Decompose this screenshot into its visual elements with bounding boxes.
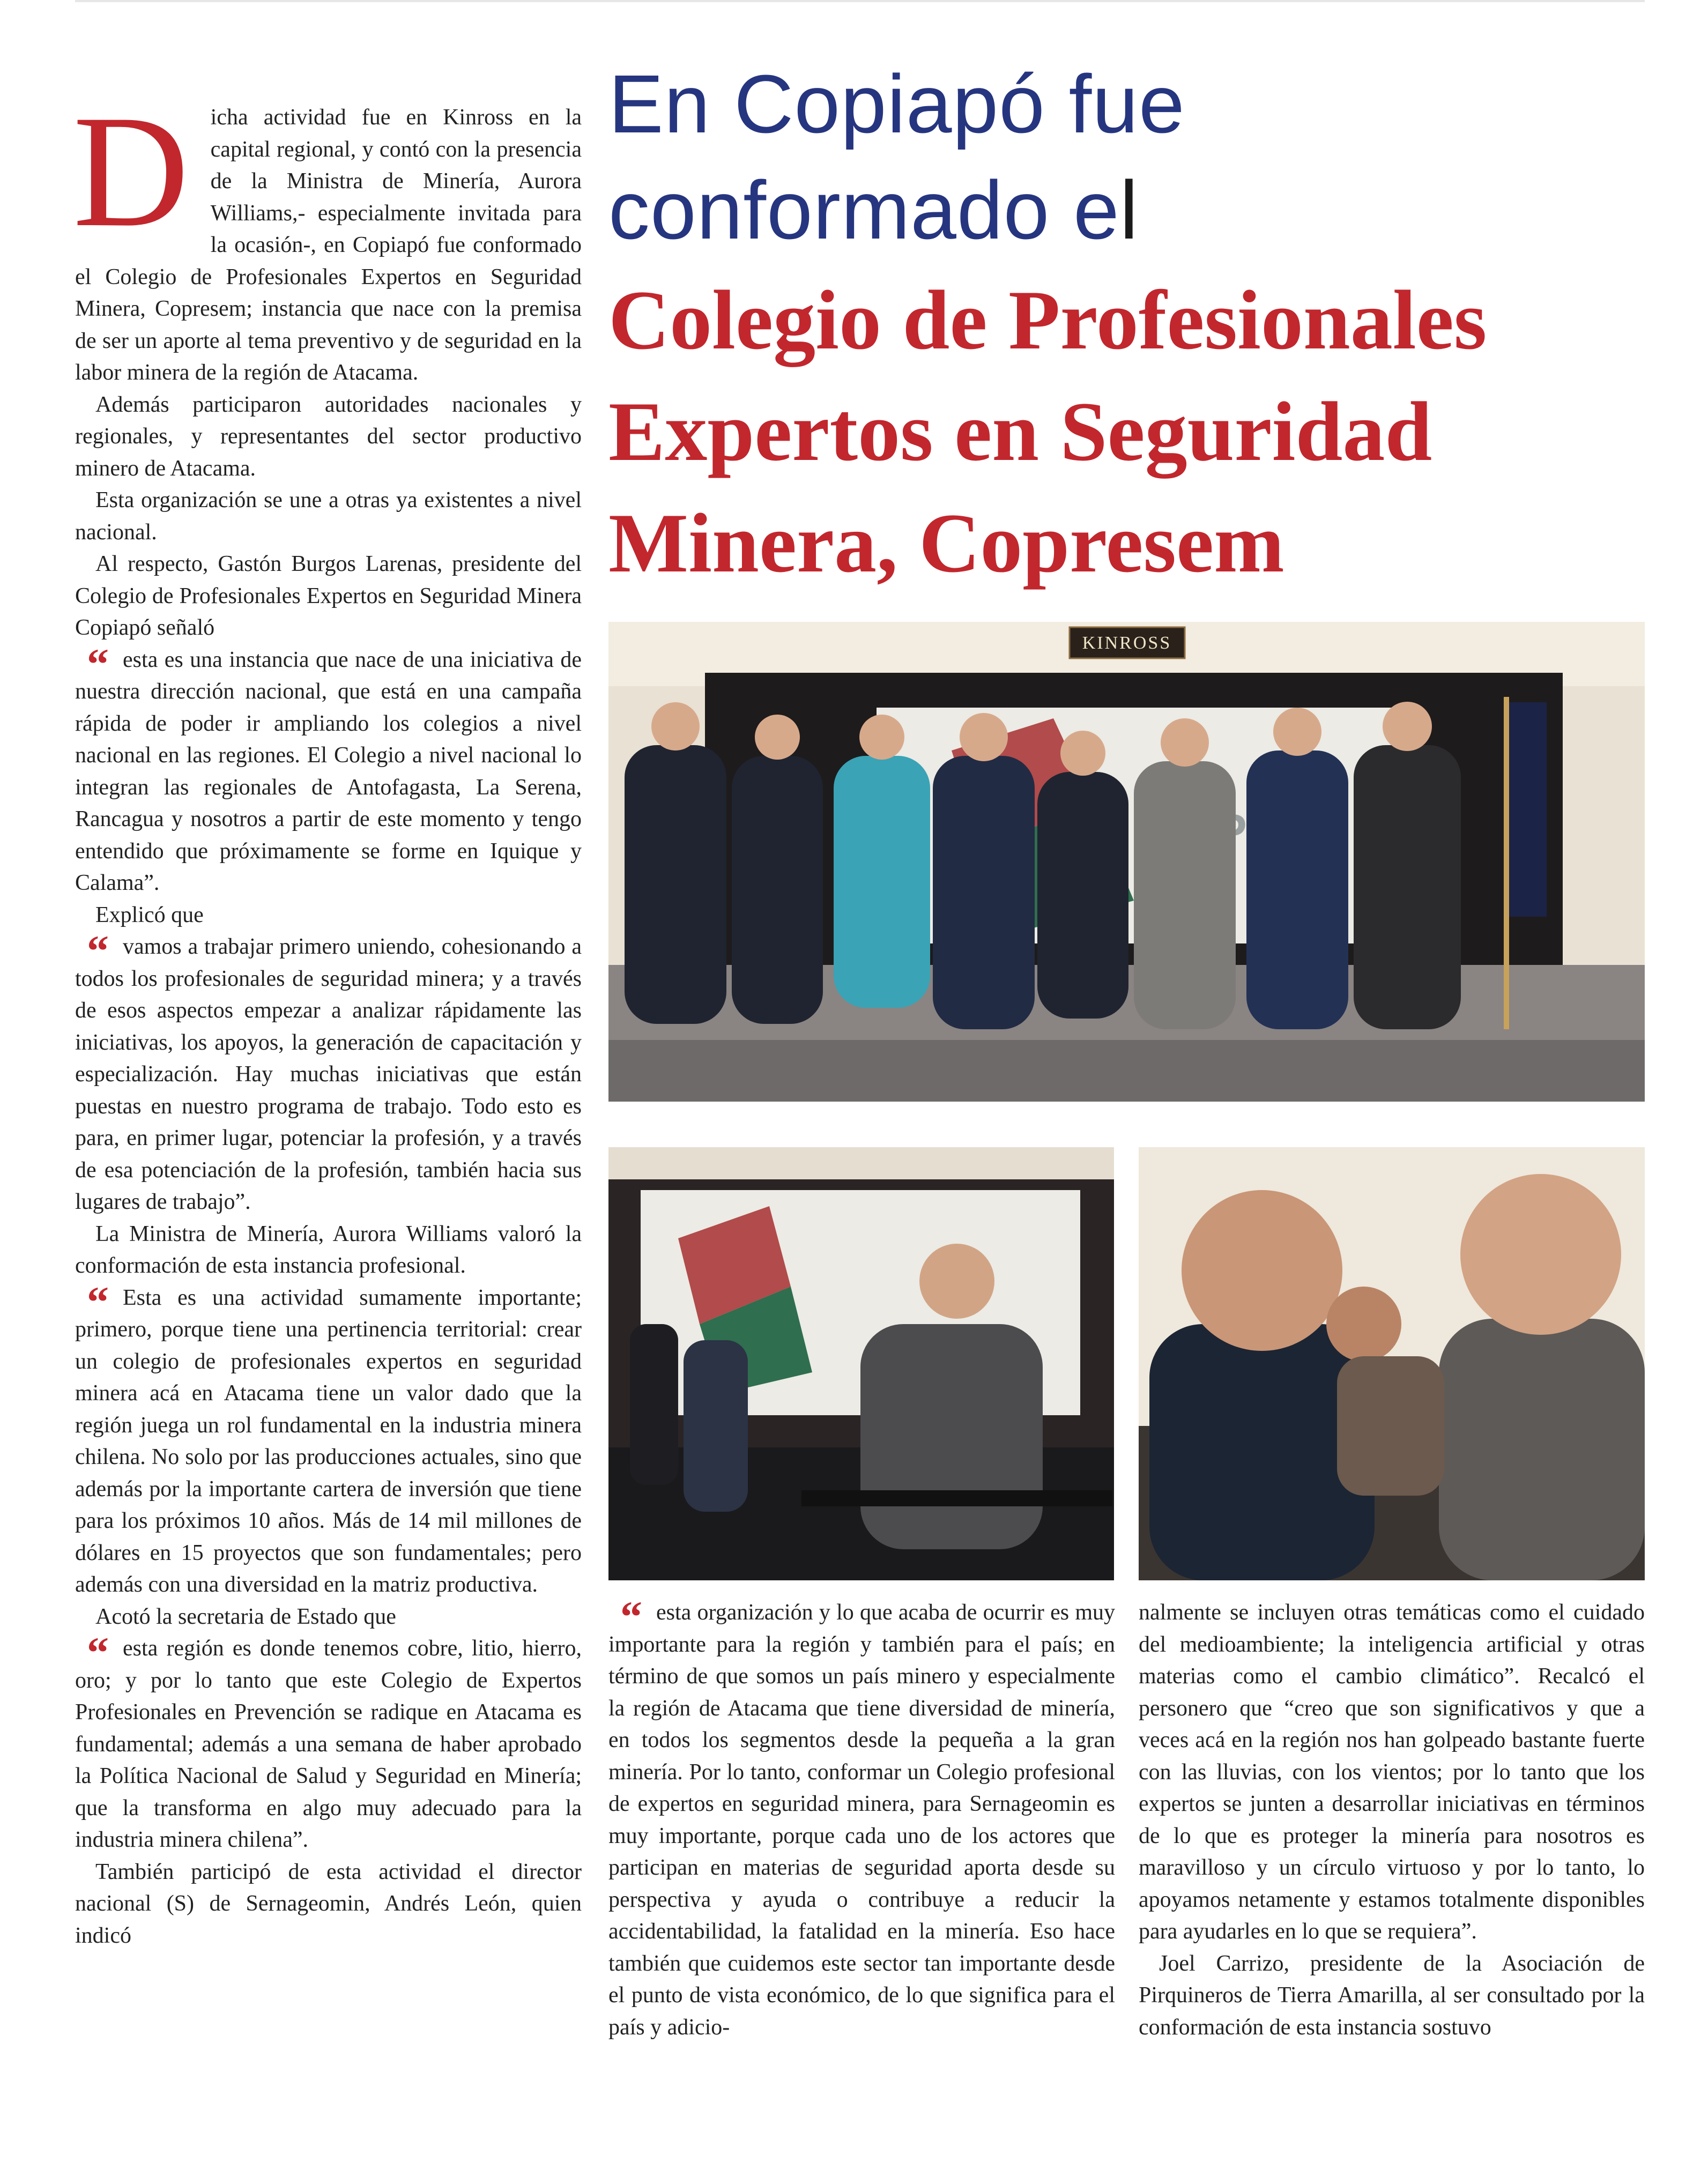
headline-line-2-dark: l (1119, 164, 1139, 256)
drop-cap: D (73, 82, 189, 260)
quote-paragraph (75, 1628, 582, 1856)
headline-line-4: Expertos en Seguridad (608, 385, 1432, 479)
quote-text: esta organización y lo que acaba de ocurrir es muy importante para la región y también para el país; en término de que somos un país minero y especialmente la región de Atacama que tiene diversidad de minería, en todos los segmentos desde la pequeña a la gran minería. Por lo tanto, conformar un Colegio profesional de expertos en seguridad minera, para Sernageomin es muy importante, porque cada uno de los actores que participan en materias de seguridad aporta desde su perspectiva y ayuda o contribuye a reducir la accidentabilidad, la fatalidad en la minería. Eso hace también que cuidemos este sector tan importante desde el punto de vista económico, de lo que significa para el país y adicio- (608, 1600, 1115, 2040)
quote-paragraph (608, 1592, 1115, 2043)
kinross-sign: KINROSS (1082, 633, 1172, 653)
paragraph: nalmente se incluyen otras temáticas como el cuidado del medioambiente; la inteligencia artificial y otras materias como el cambio climático”. Recalcó el personero que “creo que son significativos y que a veces acá en la región nos han golpeado bastante fuerte con las lluvias, con los vientos; por lo tanto que los expertos se junten a desarrollar iniciativas en términos de lo que es proteger la minería para nosotros es maravilloso y un círculo virtuoso y por lo tanto, lo apoyamos netamente y estamos totalmente disponibles para ayudarles en lo que se requiera”. (1139, 1600, 1645, 1944)
top-rule (75, 0, 1645, 2)
paragraph: Explicó que (95, 902, 204, 927)
lead-text: icha actividad fue en Kinross en la capital regional, y contó con la presencia de la Ministra de Minería, Aurora Williams,- especialmente invitada para la ocasión-, en Copiapó fue conformado el Colegio de Profesionales Expertos en Seguridad Minera, Copresem; instancia que nace con la premisa de ser un aporte al tema preventivo y de seguridad en la labor minera de la región de Atacama. (75, 105, 582, 385)
paragraph: Joel Carrizo, presidente de la Asociación de Pirquineros de Tierra Amarilla, al ser consultado por la conformación de esta instancia sostuvo (1139, 1951, 1645, 2040)
quote-text: vamos a trabajar primero uniendo, cohesionando a todos los profesionales de seguridad minera; y a través de esos aspectos empezar a analizar rápidamente las iniciativas, los apoyos, la generación de capacitación y especialización. Hay muchas iniciativas que están puestas en nuestro programa de trabajo. Todo esto es para, en primer lugar, potenciar la profesión, y a través de esa potenciación de la profesión, también hacia sus lugares de trabajo”. (75, 934, 582, 1214)
headline-line-3: Colegio de Profesionales (608, 273, 1487, 367)
quote-text: esta es una instancia que nace de una iniciativa de nuestra dirección nacional, que está en una campaña rápida de poder ir ampliando los colegios a nivel nacional en las regiones. El Colegio a nivel nacional lo integran las regionales de Antofagasta, La Serena, Rancagua y nosotros a partir de este momento y tengo entendido que próximamente se forme en Iquique y Calama”. (75, 647, 582, 895)
quote-mark-icon: “ (87, 926, 109, 975)
quote-text: Esta es una actividad sumamente importante; primero, porque tiene una pertinencia territorial: crear un colegio de profesionales expertos en seguridad minera acá en Atacama tiene un valor dado que la región juega un rol fundamental en la industria minera chilena. No solo por las producciones actuales, sino que además por la importante cartera de inversión que tiene para los próximos 10 años. Más de 14 mil millones de dólares en 15 proyectos que son fundamentales; pero además con una diversidad en la matriz productiva. (75, 1285, 582, 1597)
paragraph: Acotó la secretaria de Estado que (95, 1604, 396, 1629)
quote-paragraph (75, 1277, 582, 1601)
article-column-2 (608, 1592, 1115, 2043)
headline-line-5: Minera, Copresem (608, 496, 1284, 590)
quote-paragraph (75, 639, 582, 900)
lead-paragraph (73, 82, 582, 389)
pin-ceremony-photo (1139, 1147, 1645, 1580)
paragraph: También participó de esta actividad el director nacional (S) de Sernageomin, Andrés León, quien indicó (75, 1859, 582, 1948)
signing-photo (608, 1147, 1114, 1580)
article-column-3 (1139, 1597, 1645, 2043)
paragraph: Esta organización se une a otras ya existentes a nivel nacional. (75, 488, 582, 545)
headline-line-2 (608, 157, 1675, 263)
quote-paragraph (75, 926, 582, 1218)
signing-photo-image (608, 1147, 1114, 1580)
paragraph: Además participaron autoridades nacionales y regionales, y representantes del sector productivo minero de Atacama. (75, 392, 582, 481)
paragraph: La Ministra de Minería, Aurora Williams valoró la conformación de esta instancia profesional. (75, 1221, 582, 1278)
quote-text: esta región es donde tenemos cobre, litio, hierro, oro; y por lo tanto que este Colegio de Expertos Profesionales en Prevención se radique en Atacama es fundamental; además a una semana de haber aprobado la Política Nacional de Salud y Seguridad en Minería; que la transforma en algo muy adecuado para la industria minera chilena”. (75, 1636, 582, 1852)
pin-ceremony-photo-image (1139, 1147, 1645, 1580)
quote-mark-icon: “ (87, 639, 109, 688)
headline-line-2-blue: conformado e (608, 164, 1120, 256)
quote-mark-icon: “ (87, 1277, 109, 1326)
paragraph: Al respecto, Gastón Burgos Larenas, presidente del Colegio de Profesionales Expertos en Seguridad Minera Copiapó señaló (75, 552, 582, 640)
group-photo (608, 622, 1645, 1102)
headline (608, 51, 1675, 598)
quote-mark-icon: “ (87, 1628, 109, 1677)
quote-mark-icon: “ (620, 1592, 642, 1641)
article-column-1 (73, 82, 582, 1952)
headline-line-1: En Copiapó fue (608, 58, 1185, 150)
group-photo-image (608, 622, 1645, 1102)
